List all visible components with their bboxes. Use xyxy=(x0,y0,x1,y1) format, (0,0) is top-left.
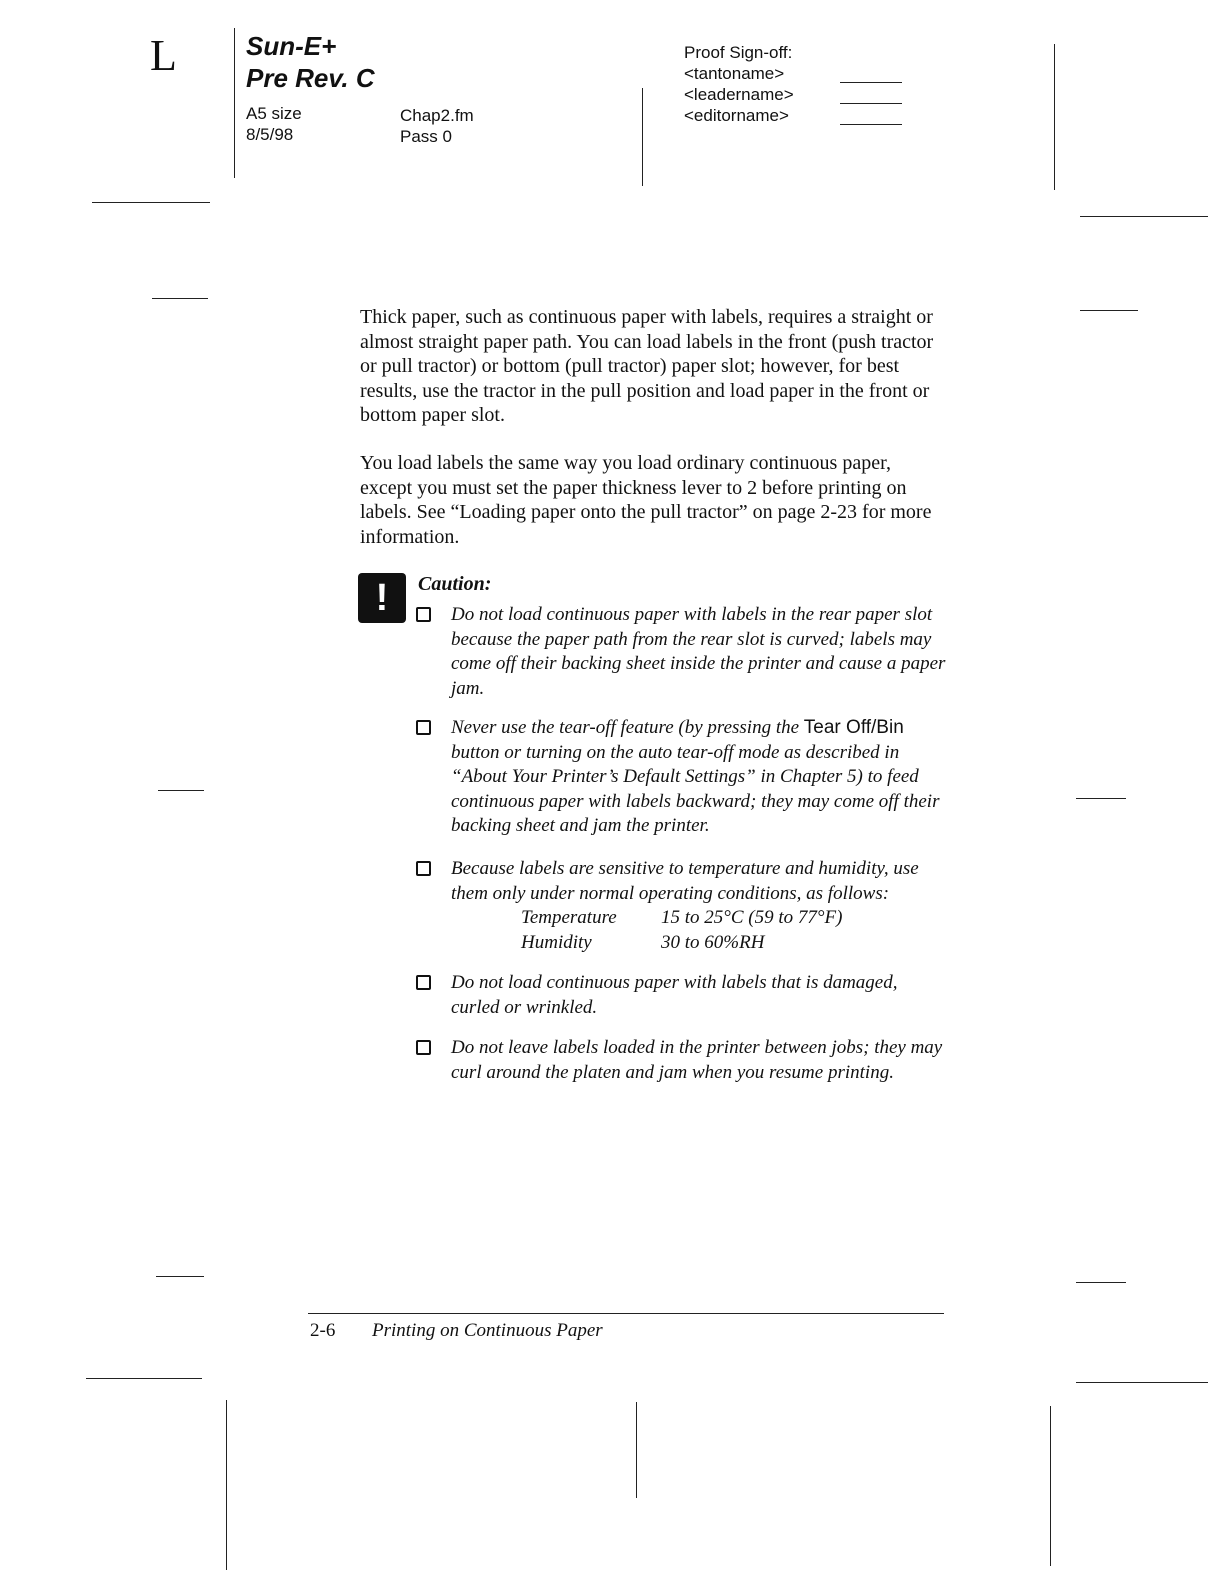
caution-item-text-part: button or turning on the auto tear-off mode as described in “About Your Printer’s Default Settings” in Chapter 5) to feed continuous paper with labels backward; they may come off their backing sheet and jam the printer. xyxy=(451,741,940,836)
condition-value: 30 to 60%RH xyxy=(661,931,765,953)
caution-item-text: Do not load continuous paper with labels in the rear paper slot because the paper path from the rear slot is curved; labels may come off their backing sheet inside the printer and cause a paper jam. xyxy=(451,604,946,699)
signoff-title: Proof Sign-off: xyxy=(684,43,793,62)
crop-mark xyxy=(642,88,643,186)
signoff-line xyxy=(840,82,902,83)
caution-item-text: Because labels are sensitive to temperature and humidity, use them only under normal operating conditions, as follows: xyxy=(451,858,919,904)
crop-mark xyxy=(156,1276,204,1277)
crop-mark xyxy=(234,28,235,178)
caution-title: Caution: xyxy=(418,573,492,595)
caution-item-text: Do not load continuous paper with labels that is damaged, curled or wrinkled. xyxy=(451,972,898,1018)
checkbox-bullet-icon xyxy=(416,861,431,876)
page-number: 2-6 xyxy=(310,1320,336,1341)
header-pass: Pass 0 xyxy=(400,127,452,146)
crop-mark xyxy=(636,1402,637,1498)
crop-mark xyxy=(1076,798,1126,799)
crop-mark xyxy=(86,1378,202,1379)
caution-item-text-part: Never use the tear-off feature (by pressing the xyxy=(451,717,804,738)
crop-mark xyxy=(1080,310,1138,311)
crop-mark xyxy=(1080,216,1208,217)
crop-mark xyxy=(1076,1282,1126,1283)
caution-item xyxy=(416,857,946,955)
chapter-title: Printing on Continuous Paper xyxy=(372,1320,603,1341)
header-size: A5 size xyxy=(246,104,302,123)
caution-item xyxy=(416,971,946,1020)
header-date: 8/5/98 xyxy=(246,125,294,144)
crop-mark xyxy=(1076,1382,1208,1383)
caution-item xyxy=(416,603,946,701)
signoff-name: <tantoname> xyxy=(684,64,785,83)
caution-item xyxy=(416,1036,946,1085)
header-revision: Pre Rev. C xyxy=(246,63,375,93)
condition-label: Temperature xyxy=(521,907,617,928)
caution-item-text: Do not leave labels loaded in the printer between jobs; they may curl around the platen and jam when you resume printing. xyxy=(451,1037,943,1083)
key-name: Tear Off/Bin xyxy=(803,717,904,738)
header-title xyxy=(246,30,375,94)
signoff-line xyxy=(840,124,902,125)
body-paragraph: You load labels the same way you load ordinary continuous paper, except you must set the paper thickness lever to 2 before printing on labels. See “Loading paper onto the pull tractor” on page 2-23 for more information. xyxy=(360,452,932,548)
crop-mark xyxy=(1054,44,1055,190)
margin-letter: L xyxy=(150,31,177,80)
operating-conditions xyxy=(521,906,946,955)
checkbox-bullet-icon xyxy=(416,975,431,990)
header-product: Sun-E+ xyxy=(246,31,337,61)
crop-mark xyxy=(226,1400,227,1570)
crop-mark xyxy=(158,790,204,791)
checkbox-bullet-icon xyxy=(416,607,431,622)
checkbox-bullet-icon xyxy=(416,720,431,735)
crop-mark xyxy=(152,298,208,299)
body-paragraph: Thick paper, such as continuous paper with labels, requires a straight or almost straight paper path. You can load labels in the front (push tractor or pull tractor) or bottom (pull tractor) paper slot; however, for best results, use the tractor in the pull position and load paper in the front or bottom paper slot. xyxy=(360,306,934,426)
caution-item-text xyxy=(451,716,946,839)
crop-mark xyxy=(92,202,210,203)
condition-label: Humidity xyxy=(521,931,592,953)
signoff-line xyxy=(840,103,902,104)
proof-signoff xyxy=(684,42,794,126)
exclamation-icon: ! xyxy=(358,573,406,623)
signoff-name: <editorname> xyxy=(684,106,789,125)
header-file: Chap2.fm xyxy=(400,106,474,125)
condition-value: 15 to 25°C (59 to 77°F) xyxy=(661,907,843,928)
caution-item xyxy=(416,716,946,839)
crop-mark xyxy=(1050,1406,1051,1566)
signoff-name: <leadername> xyxy=(684,85,794,104)
footer-rule xyxy=(308,1313,944,1314)
checkbox-bullet-icon xyxy=(416,1040,431,1055)
